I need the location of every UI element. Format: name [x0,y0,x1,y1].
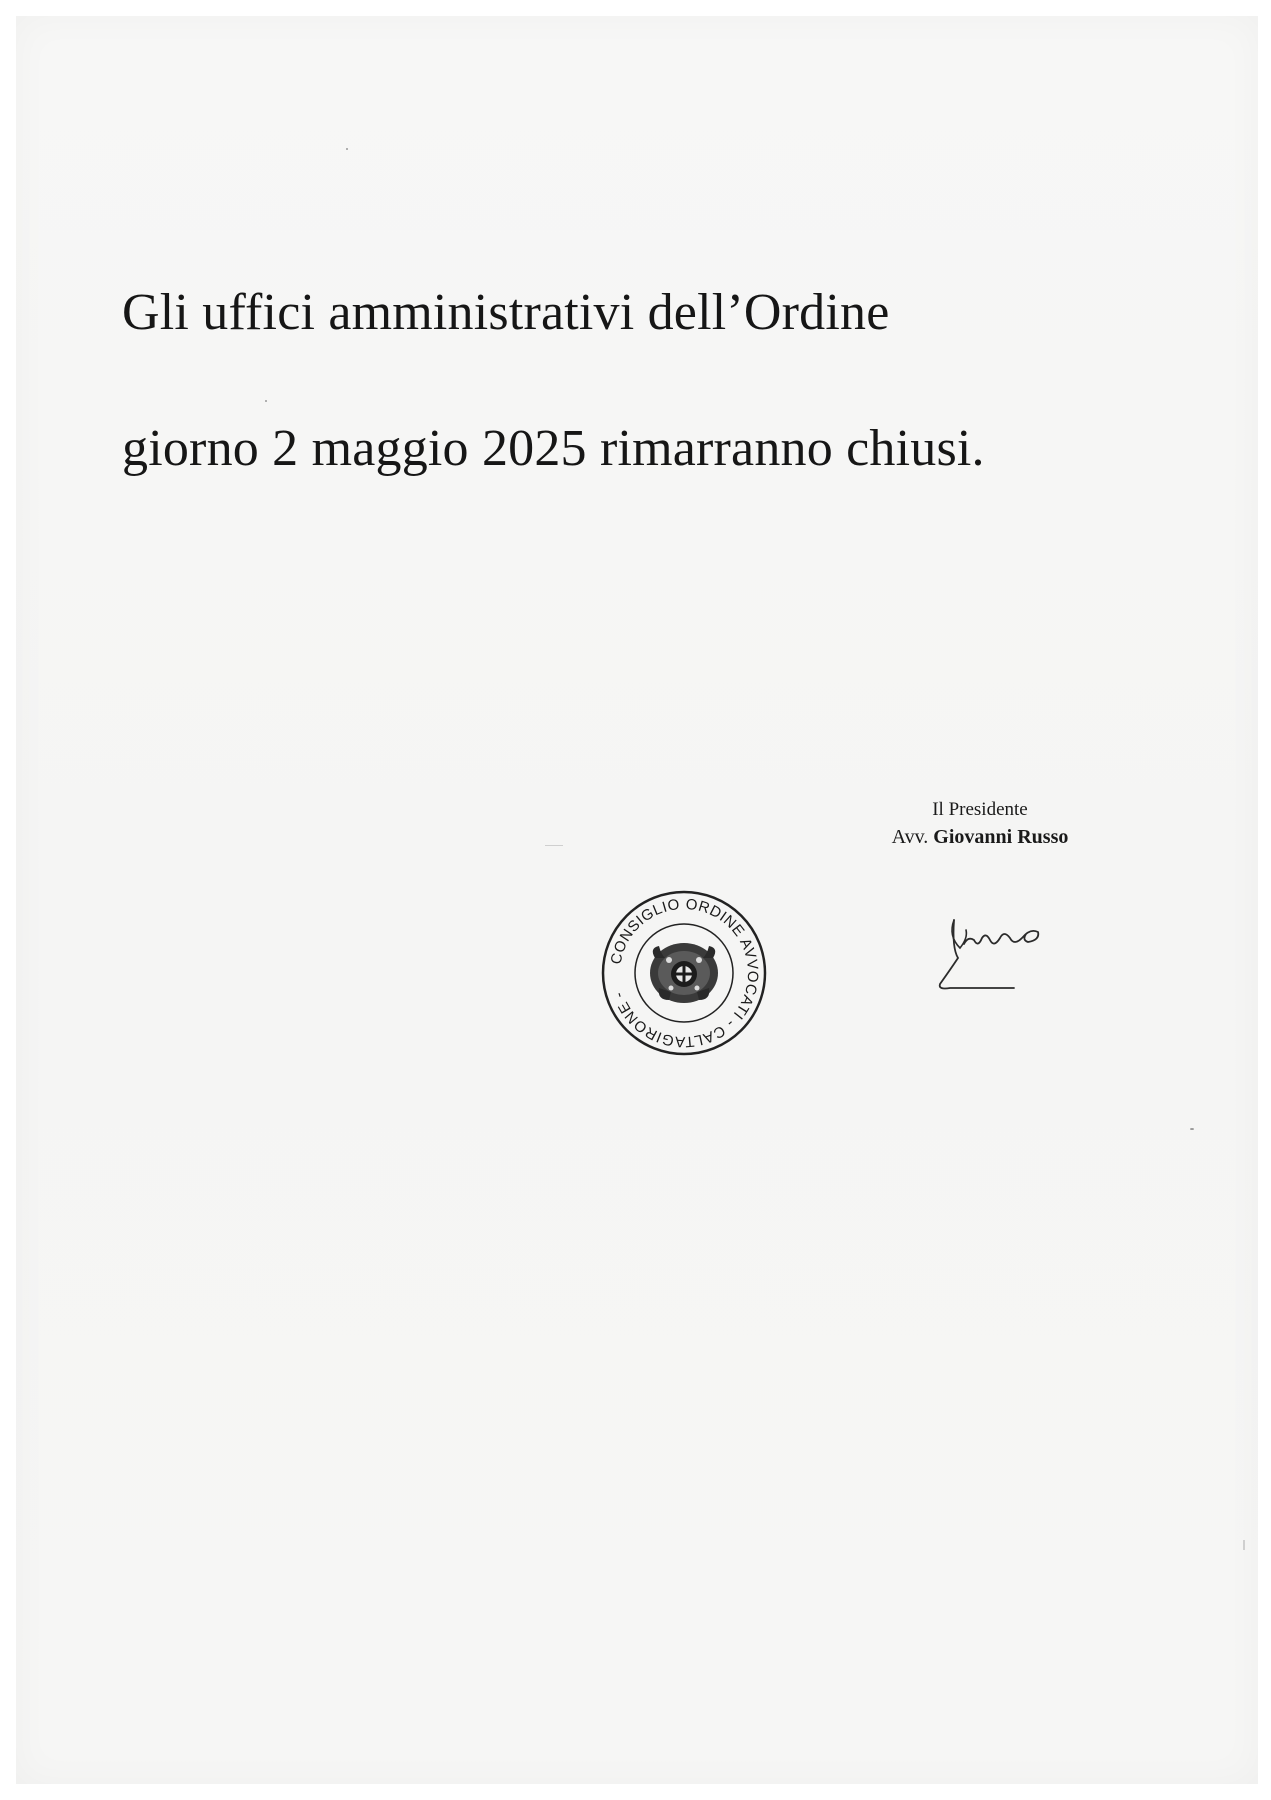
signer-role: Il Presidente [932,799,1028,820]
scan-speck [1243,1540,1245,1550]
scan-speck [265,400,267,402]
scan-speck [346,148,348,150]
notice-line-2: giorno 2 maggio 2025 rimarranno chiusi. [122,420,985,477]
handwritten-signature-icon [930,908,1060,1008]
coat-of-arms-icon [650,943,718,1003]
stamp-arc-text: CONSIGLIO ORDINE AVVOCATI - CALTAGIRONE - [607,895,762,1051]
signature-block [860,797,1100,851]
signer-name: Giovanni Russo [933,826,1069,848]
bar-council-stamp [599,888,769,1058]
scan-speck [1190,1128,1194,1130]
signer-title: Avv. [891,826,929,848]
scan-speck [545,845,563,846]
notice-line-1: Gli uffici amministrativi dell’Ordine [122,284,890,341]
signer-name-line [860,823,1100,851]
